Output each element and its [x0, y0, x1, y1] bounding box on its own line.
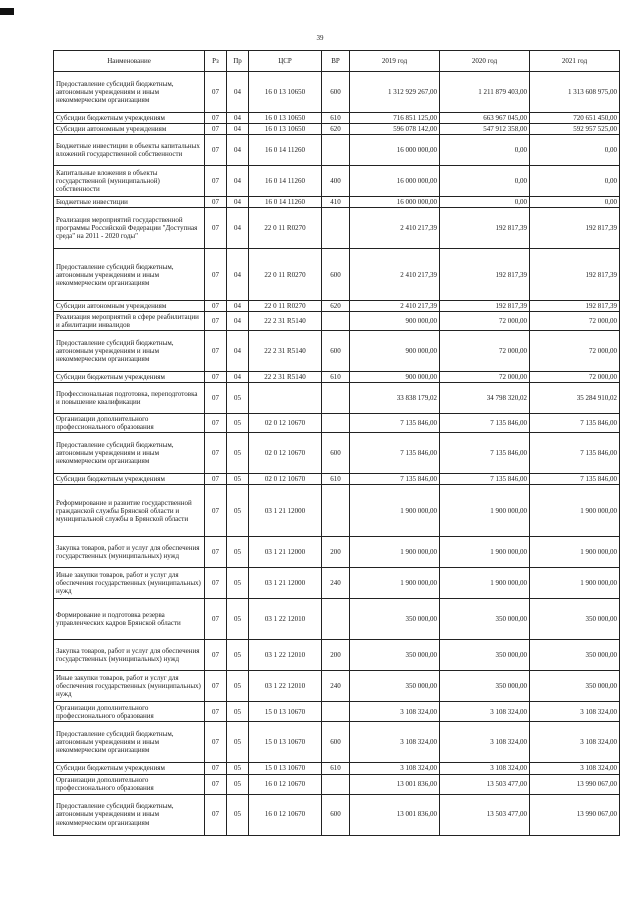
row-amount-2020: 192 817,39	[440, 208, 530, 249]
row-pr: 04	[227, 301, 249, 312]
row-amount-2021: 592 957 525,00	[530, 124, 620, 135]
row-vr: 600	[322, 249, 350, 301]
row-pr: 04	[227, 124, 249, 135]
table-row	[54, 599, 620, 640]
row-rz: 07	[205, 774, 227, 794]
table-row	[54, 249, 620, 301]
row-amount-2019: 16 000 000,00	[350, 197, 440, 208]
row-rz: 07	[205, 72, 227, 113]
row-vr: 600	[322, 72, 350, 113]
table-row	[54, 383, 620, 414]
row-amount-2021: 192 817,39	[530, 208, 620, 249]
budget-table	[53, 50, 620, 836]
row-name: Организации дополнительного профессионального образования	[54, 414, 205, 433]
row-amount-2019: 16 000 000,00	[350, 135, 440, 166]
row-amount-2020: 13 503 477,00	[440, 774, 530, 794]
row-amount-2019: 1 900 000,00	[350, 537, 440, 568]
row-csr: 16 0 14 11260	[249, 135, 322, 166]
row-pr: 05	[227, 702, 249, 722]
row-pr: 05	[227, 794, 249, 835]
row-name: Реализация мероприятий государственной программы Российской Федерации "Доступная среда" на 2011 - 2020 годы"	[54, 208, 205, 249]
row-pr: 05	[227, 474, 249, 485]
row-vr: 600	[322, 433, 350, 474]
table-row	[54, 774, 620, 794]
row-name: Субсидии бюджетным учреждениям	[54, 113, 205, 124]
row-amount-2019: 350 000,00	[350, 640, 440, 671]
row-csr: 16 0 13 10650	[249, 124, 322, 135]
row-name: Субсидии автономным учреждениям	[54, 301, 205, 312]
table-row	[54, 72, 620, 113]
row-csr: 16 0 13 10650	[249, 72, 322, 113]
row-pr: 04	[227, 197, 249, 208]
row-pr: 04	[227, 135, 249, 166]
header-csr: ЦСР	[249, 51, 322, 72]
table-row	[54, 414, 620, 433]
row-amount-2020: 192 817,39	[440, 249, 530, 301]
row-rz: 07	[205, 599, 227, 640]
row-amount-2020: 72 000,00	[440, 331, 530, 372]
row-name: Организации дополнительного профессионального образования	[54, 702, 205, 722]
table-row	[54, 794, 620, 835]
row-vr	[322, 383, 350, 414]
row-rz: 07	[205, 763, 227, 774]
row-amount-2019: 716 851 125,00	[350, 113, 440, 124]
row-rz: 07	[205, 702, 227, 722]
row-amount-2019: 3 108 324,00	[350, 763, 440, 774]
row-pr: 05	[227, 485, 249, 537]
row-amount-2019: 13 001 836,00	[350, 774, 440, 794]
row-amount-2021: 350 000,00	[530, 599, 620, 640]
row-amount-2020: 7 135 846,00	[440, 414, 530, 433]
table-body	[54, 72, 620, 836]
row-rz: 07	[205, 124, 227, 135]
row-amount-2021: 0,00	[530, 135, 620, 166]
row-csr: 22 0 11 R0270	[249, 249, 322, 301]
row-vr: 400	[322, 166, 350, 197]
row-rz: 07	[205, 208, 227, 249]
table-row	[54, 113, 620, 124]
row-rz: 07	[205, 414, 227, 433]
row-amount-2020: 13 503 477,00	[440, 794, 530, 835]
row-vr	[322, 485, 350, 537]
row-vr	[322, 599, 350, 640]
row-amount-2020: 350 000,00	[440, 599, 530, 640]
row-csr: 02 0 12 10670	[249, 414, 322, 433]
row-pr: 04	[227, 72, 249, 113]
row-name: Бюджетные инвестиции в объекты капитальных вложений государственной собственности	[54, 135, 205, 166]
row-rz: 07	[205, 372, 227, 383]
row-amount-2020: 7 135 846,00	[440, 433, 530, 474]
row-pr: 05	[227, 599, 249, 640]
page-number: 39	[316, 34, 324, 42]
row-pr: 05	[227, 774, 249, 794]
row-amount-2019: 596 078 142,00	[350, 124, 440, 135]
row-amount-2021: 13 990 067,00	[530, 794, 620, 835]
row-csr: 22 2 31 R5140	[249, 312, 322, 331]
table-row	[54, 208, 620, 249]
row-name: Предоставление субсидий бюджетным, автономным учреждениям и иным некоммерческим организациям	[54, 722, 205, 763]
row-name: Закупка товаров, работ и услуг для обеспечения государственных (муниципальных) нужд	[54, 640, 205, 671]
row-name: Профессиональная подготовка, переподготовка и повышение квалификации	[54, 383, 205, 414]
row-vr: 600	[322, 794, 350, 835]
row-name: Предоставление субсидий бюджетным, автономным учреждениям и иным некоммерческим организациям	[54, 794, 205, 835]
row-amount-2020: 1 900 000,00	[440, 485, 530, 537]
row-pr: 05	[227, 537, 249, 568]
row-amount-2019: 7 135 846,00	[350, 474, 440, 485]
row-amount-2019: 900 000,00	[350, 372, 440, 383]
row-vr: 610	[322, 763, 350, 774]
row-amount-2020: 3 108 324,00	[440, 722, 530, 763]
row-csr: 03 1 22 12010	[249, 671, 322, 702]
row-vr	[322, 414, 350, 433]
row-amount-2021: 350 000,00	[530, 640, 620, 671]
row-name: Бюджетные инвестиции	[54, 197, 205, 208]
row-pr: 05	[227, 722, 249, 763]
row-rz: 07	[205, 537, 227, 568]
row-csr: 16 0 12 10670	[249, 774, 322, 794]
row-csr: 16 0 14 11260	[249, 197, 322, 208]
row-rz: 07	[205, 383, 227, 414]
row-pr: 05	[227, 763, 249, 774]
row-amount-2020: 3 108 324,00	[440, 702, 530, 722]
row-amount-2020: 0,00	[440, 197, 530, 208]
row-amount-2019: 900 000,00	[350, 331, 440, 372]
row-csr: 03 1 21 12000	[249, 537, 322, 568]
row-amount-2020: 350 000,00	[440, 640, 530, 671]
row-rz: 07	[205, 135, 227, 166]
row-amount-2021: 72 000,00	[530, 372, 620, 383]
table-row	[54, 166, 620, 197]
row-amount-2019: 3 108 324,00	[350, 722, 440, 763]
row-pr: 04	[227, 166, 249, 197]
row-pr: 04	[227, 249, 249, 301]
row-amount-2020: 7 135 846,00	[440, 474, 530, 485]
row-csr: 15 0 13 10670	[249, 763, 322, 774]
row-amount-2019: 2 410 217,39	[350, 249, 440, 301]
row-amount-2019: 350 000,00	[350, 671, 440, 702]
table-row	[54, 197, 620, 208]
header-rz: Рз	[205, 51, 227, 72]
row-name: Предоставление субсидий бюджетным, автономным учреждениям и иным некоммерческим организациям	[54, 331, 205, 372]
row-csr: 02 0 12 10670	[249, 474, 322, 485]
row-rz: 07	[205, 249, 227, 301]
row-rz: 07	[205, 331, 227, 372]
row-amount-2019: 1 312 929 267,00	[350, 72, 440, 113]
row-name: Предоставление субсидий бюджетным, автономным учреждениям и иным некоммерческим организациям	[54, 72, 205, 113]
row-pr: 04	[227, 113, 249, 124]
table-row	[54, 671, 620, 702]
row-name: Субсидии бюджетным учреждениям	[54, 372, 205, 383]
row-amount-2021: 72 000,00	[530, 312, 620, 331]
row-amount-2021: 72 000,00	[530, 331, 620, 372]
table-row	[54, 485, 620, 537]
row-vr	[322, 702, 350, 722]
row-amount-2021: 35 284 910,02	[530, 383, 620, 414]
row-amount-2021: 720 651 450,00	[530, 113, 620, 124]
row-rz: 07	[205, 433, 227, 474]
row-vr: 610	[322, 474, 350, 485]
table-row	[54, 124, 620, 135]
row-amount-2021: 1 313 608 975,00	[530, 72, 620, 113]
row-amount-2020: 0,00	[440, 166, 530, 197]
row-amount-2020: 547 912 358,00	[440, 124, 530, 135]
header-2019: 2019 год	[350, 51, 440, 72]
row-rz: 07	[205, 640, 227, 671]
row-pr: 04	[227, 372, 249, 383]
row-name: Субсидии бюджетным учреждениям	[54, 763, 205, 774]
header-vr: ВР	[322, 51, 350, 72]
header-2020: 2020 год	[440, 51, 530, 72]
row-vr: 600	[322, 722, 350, 763]
table-row	[54, 722, 620, 763]
row-amount-2021: 0,00	[530, 197, 620, 208]
row-vr: 620	[322, 124, 350, 135]
row-csr: 15 0 13 10670	[249, 722, 322, 763]
row-csr: 15 0 13 10670	[249, 702, 322, 722]
row-name: Иные закупки товаров, работ и услуг для обеспечения государственных (муниципальных) нужд	[54, 671, 205, 702]
row-vr	[322, 312, 350, 331]
row-name: Иные закупки товаров, работ и услуг для обеспечения государственных (муниципальных) нужд	[54, 568, 205, 599]
row-csr: 02 0 12 10670	[249, 433, 322, 474]
row-csr: 16 0 12 10670	[249, 794, 322, 835]
row-name: Субсидии бюджетным учреждениям	[54, 474, 205, 485]
row-amount-2019: 1 900 000,00	[350, 485, 440, 537]
row-name: Реформирование и развитие государственной гражданской службы Брянской области и муниципальной службы в Брянской области	[54, 485, 205, 537]
row-pr: 04	[227, 312, 249, 331]
row-vr: 610	[322, 372, 350, 383]
row-vr: 200	[322, 537, 350, 568]
row-name: Формирование и подготовка резерва управленческих кадров Брянской области	[54, 599, 205, 640]
row-pr: 05	[227, 383, 249, 414]
row-vr: 600	[322, 331, 350, 372]
row-amount-2020: 1 900 000,00	[440, 537, 530, 568]
row-amount-2020: 192 817,39	[440, 301, 530, 312]
row-rz: 07	[205, 794, 227, 835]
row-amount-2020: 1 211 879 403,00	[440, 72, 530, 113]
row-csr: 16 0 13 10650	[249, 113, 322, 124]
row-amount-2019: 7 135 846,00	[350, 433, 440, 474]
header-name: Наименование	[54, 51, 205, 72]
row-csr: 03 1 21 12000	[249, 568, 322, 599]
row-vr: 620	[322, 301, 350, 312]
row-amount-2020: 72 000,00	[440, 372, 530, 383]
row-pr: 05	[227, 433, 249, 474]
row-amount-2019: 2 410 217,39	[350, 208, 440, 249]
row-amount-2020: 34 798 320,02	[440, 383, 530, 414]
row-amount-2021: 7 135 846,00	[530, 414, 620, 433]
row-pr: 05	[227, 640, 249, 671]
row-rz: 07	[205, 722, 227, 763]
row-amount-2020: 663 967 045,00	[440, 113, 530, 124]
table-row	[54, 312, 620, 331]
row-amount-2019: 350 000,00	[350, 599, 440, 640]
row-amount-2020: 72 000,00	[440, 312, 530, 331]
row-rz: 07	[205, 312, 227, 331]
row-vr: 410	[322, 197, 350, 208]
row-amount-2021: 350 000,00	[530, 671, 620, 702]
row-amount-2021: 192 817,39	[530, 301, 620, 312]
row-rz: 07	[205, 485, 227, 537]
table-header-row	[54, 51, 620, 72]
row-csr: 03 1 22 12010	[249, 640, 322, 671]
row-rz: 07	[205, 301, 227, 312]
table-row	[54, 702, 620, 722]
row-vr	[322, 774, 350, 794]
row-amount-2021: 1 900 000,00	[530, 568, 620, 599]
row-amount-2019: 16 000 000,00	[350, 166, 440, 197]
row-amount-2019: 1 900 000,00	[350, 568, 440, 599]
row-amount-2021: 192 817,39	[530, 249, 620, 301]
corner-mark	[0, 8, 14, 15]
row-rz: 07	[205, 197, 227, 208]
row-rz: 07	[205, 568, 227, 599]
row-csr: 22 0 11 R0270	[249, 208, 322, 249]
row-amount-2020: 1 900 000,00	[440, 568, 530, 599]
row-amount-2021: 1 900 000,00	[530, 485, 620, 537]
row-amount-2021: 13 990 067,00	[530, 774, 620, 794]
row-name: Реализация мероприятий в сфере реабилитации и абилитации инвалидов	[54, 312, 205, 331]
row-name: Субсидии автономным учреждениям	[54, 124, 205, 135]
table-row	[54, 301, 620, 312]
row-amount-2019: 13 001 836,00	[350, 794, 440, 835]
table-row	[54, 135, 620, 166]
row-rz: 07	[205, 166, 227, 197]
row-amount-2019: 2 410 217,39	[350, 301, 440, 312]
table-row	[54, 433, 620, 474]
table-row	[54, 763, 620, 774]
row-pr: 05	[227, 414, 249, 433]
table-row	[54, 537, 620, 568]
row-csr	[249, 383, 322, 414]
row-amount-2019: 900 000,00	[350, 312, 440, 331]
row-rz: 07	[205, 671, 227, 702]
row-amount-2020: 0,00	[440, 135, 530, 166]
row-amount-2021: 0,00	[530, 166, 620, 197]
row-pr: 05	[227, 568, 249, 599]
row-vr: 240	[322, 568, 350, 599]
row-amount-2019: 7 135 846,00	[350, 414, 440, 433]
row-vr	[322, 135, 350, 166]
table-row	[54, 640, 620, 671]
row-csr: 03 1 21 12000	[249, 485, 322, 537]
row-amount-2021: 7 135 846,00	[530, 433, 620, 474]
row-csr: 16 0 14 11260	[249, 166, 322, 197]
row-name: Закупка товаров, работ и услуг для обеспечения государственных (муниципальных) нужд	[54, 537, 205, 568]
row-name: Капитальные вложения в объекты государственной (муниципальной) собственности	[54, 166, 205, 197]
row-vr	[322, 208, 350, 249]
table-row	[54, 331, 620, 372]
row-csr: 22 0 11 R0270	[249, 301, 322, 312]
row-rz: 07	[205, 474, 227, 485]
row-amount-2021: 3 108 324,00	[530, 763, 620, 774]
row-pr: 04	[227, 208, 249, 249]
row-name: Предоставление субсидий бюджетным, автономным учреждениям и иным некоммерческим организациям	[54, 249, 205, 301]
header-2021: 2021 год	[530, 51, 620, 72]
row-csr: 22 2 31 R5140	[249, 331, 322, 372]
row-amount-2019: 3 108 324,00	[350, 702, 440, 722]
row-csr: 22 2 31 R5140	[249, 372, 322, 383]
table-row	[54, 474, 620, 485]
table-row	[54, 372, 620, 383]
table-row	[54, 568, 620, 599]
row-vr: 610	[322, 113, 350, 124]
row-amount-2020: 350 000,00	[440, 671, 530, 702]
row-pr: 04	[227, 331, 249, 372]
header-pr: Пр	[227, 51, 249, 72]
row-amount-2019: 33 838 179,02	[350, 383, 440, 414]
row-vr: 200	[322, 640, 350, 671]
row-amount-2021: 3 108 324,00	[530, 722, 620, 763]
row-name: Предоставление субсидий бюджетным, автономным учреждениям и иным некоммерческим организациям	[54, 433, 205, 474]
row-amount-2021: 3 108 324,00	[530, 702, 620, 722]
row-amount-2021: 7 135 846,00	[530, 474, 620, 485]
row-name: Организации дополнительного профессионального образования	[54, 774, 205, 794]
row-csr: 03 1 22 12010	[249, 599, 322, 640]
row-rz: 07	[205, 113, 227, 124]
row-amount-2021: 1 900 000,00	[530, 537, 620, 568]
row-amount-2020: 3 108 324,00	[440, 763, 530, 774]
row-vr: 240	[322, 671, 350, 702]
row-pr: 05	[227, 671, 249, 702]
